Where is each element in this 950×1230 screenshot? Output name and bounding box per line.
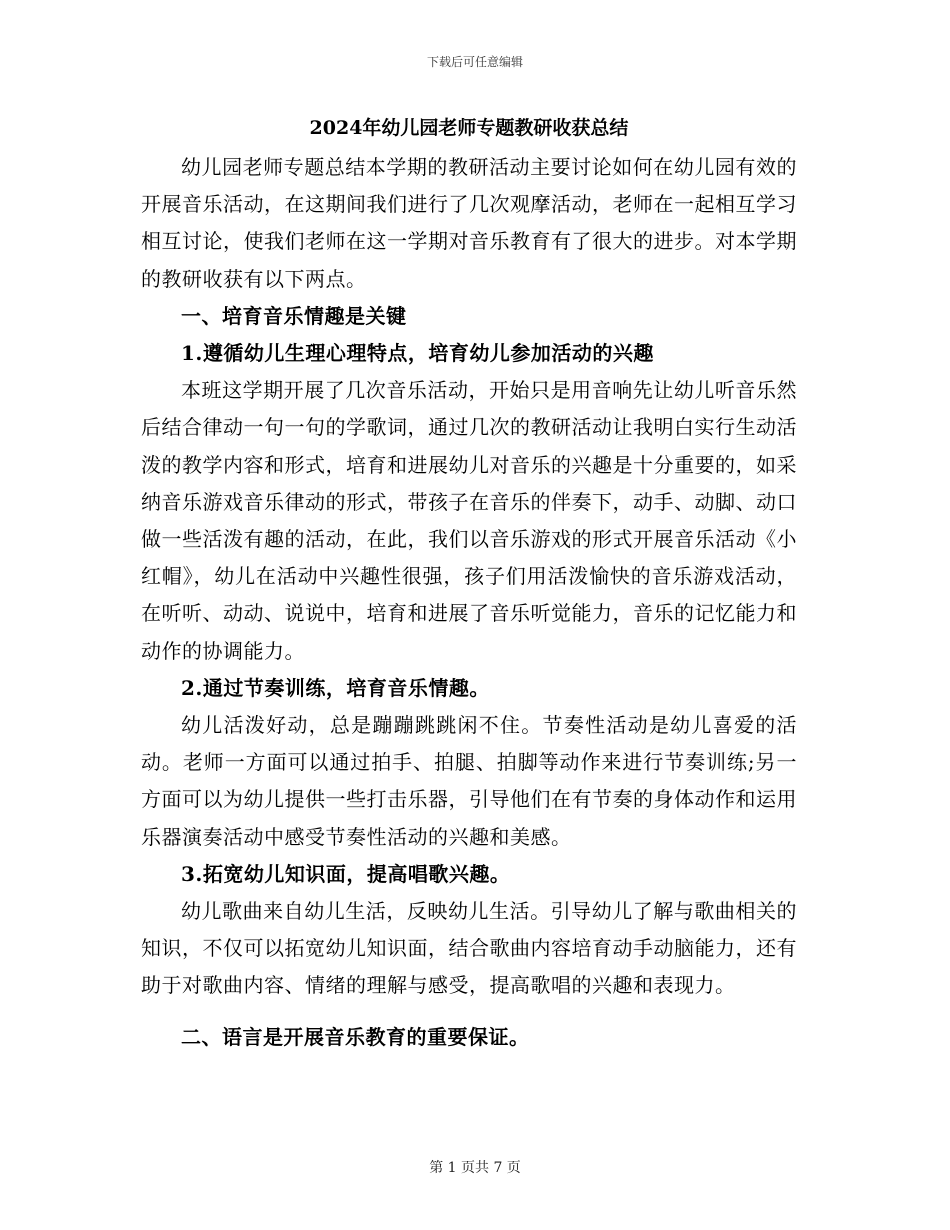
section-heading-2: 二、语言是开展音乐教育的重要保证。 <box>181 1024 530 1049</box>
intro-paragraph: 幼儿园老师专题总结本学期的教研活动主要讨论如何在幼儿园有效的开展音乐活动，在这期间我们进行了几次观摩活动，老师在一起相互学习相互讨论，使我们老师在这一学期对音乐教育有了很大的进步。对本学期的教研收获有以下两点。 <box>141 155 797 291</box>
body-paragraph-2: 幼儿活泼好动，总是蹦蹦跳跳闲不住。节奏性活动是幼儿喜爱的活动。老师一方面可以通过拍手、拍腿、拍脚等动作来进行节奏训练;另一方面可以为幼儿提供一些打击乐器，引导他们在有节奏的身体动作和运用乐器演奏活动中感受节奏性活动的兴趣和美感。 <box>141 713 797 849</box>
body-paragraph-3: 幼儿歌曲来自幼儿生活，反映幼儿生活。引导幼儿了解与歌曲相关的知识，不仅可以拓宽幼儿知识面，结合歌曲内容培育动手动脑能力，还有助于对歌曲内容、情绪的理解与感受，提高歌唱的兴趣和表现力。 <box>141 899 797 998</box>
body-paragraph-1: 本班这学期开展了几次音乐活动，开始只是用音响先让幼儿听音乐然后结合律动一句一句的学歌词，通过几次的教研活动让我明白实行生动活泼的教学内容和形式，培育和进展幼儿对音乐的兴趣是十分重要的，如采纳音乐游戏音乐律动的形式，带孩子在音乐的伴奏下，动手、动脚、动口做一些活泼有趣的活动，在此，我们以音乐游戏的形式开展音乐活动《小红帽》，幼儿在活动中兴趣性很强，孩子们用活泼愉快的音乐游戏活动，在听听、动动、说说中，培育和进展了音乐听觉能力，音乐的记忆能力和动作的协调能力。 <box>141 378 797 663</box>
document-title: 2024年幼儿园老师专题教研收获总结 <box>309 117 629 139</box>
section-heading-1: 一、培育音乐情趣是关键 <box>181 303 407 328</box>
document-body <box>141 113 797 1056</box>
page-header: 下载后可任意编辑 <box>426 55 523 69</box>
subheading-2: 2.通过节奏训练，培育音乐情趣。 <box>181 675 490 700</box>
subheading-3: 3.拓宽幼儿知识面，提高唱歌兴趣。 <box>181 861 511 886</box>
page-footer: 第 1 页共 7 页 <box>429 1160 521 1176</box>
subheading-1: 1.遵循幼儿生理心理特点，培育幼儿参加活动的兴趣 <box>181 341 654 366</box>
